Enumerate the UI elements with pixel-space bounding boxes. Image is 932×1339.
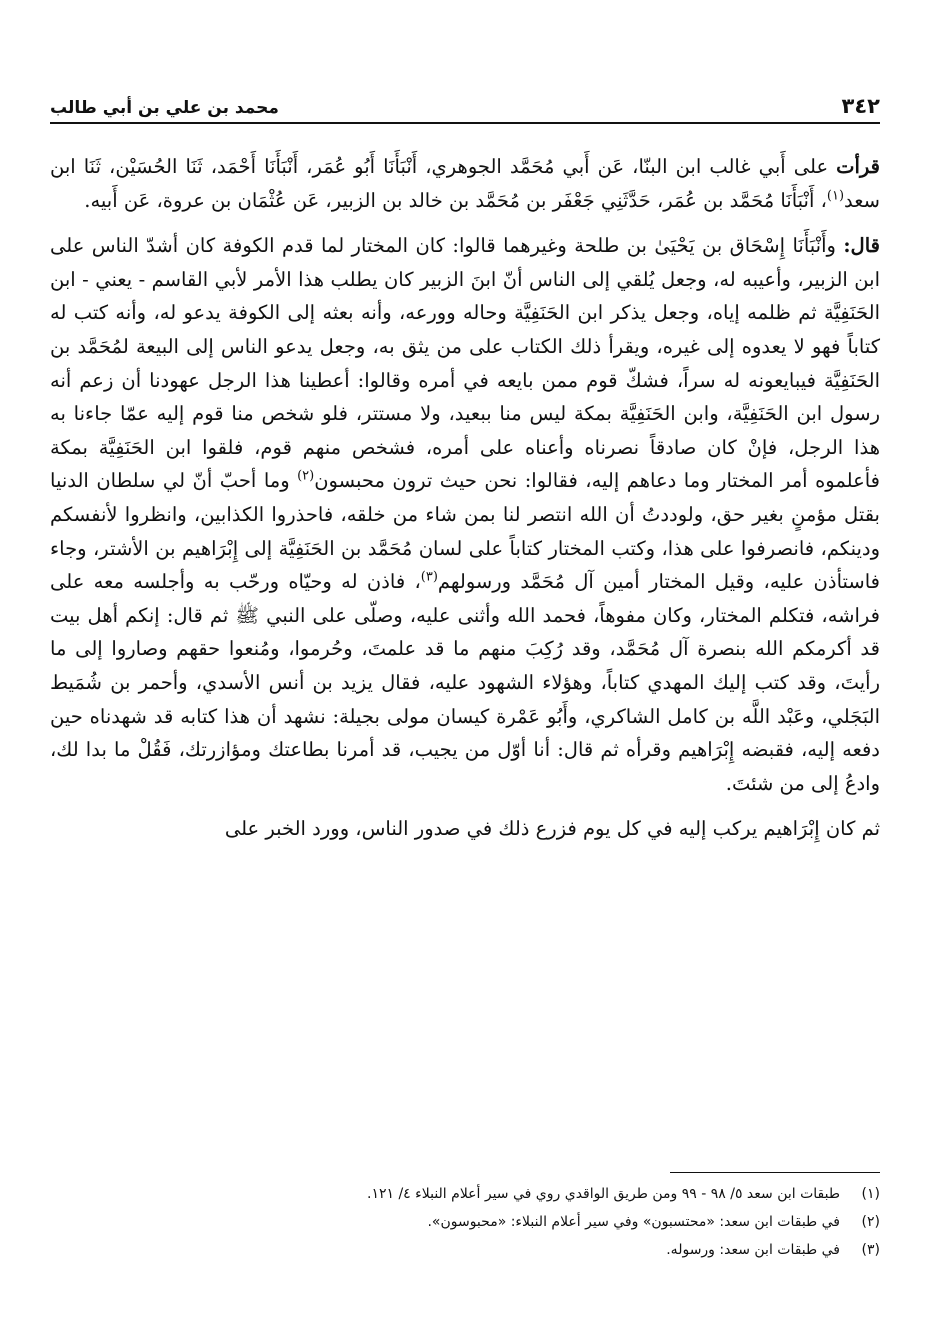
footnote-divider <box>670 1172 880 1173</box>
paragraph-text: ، فاذن له وحيّاه ورحّب به وأجلسه معه على فراشه، فتكلم المختار، وكان مفوهاً، فحمد الله وأثنى عليه، وصلّى على النبي ﷺ ثم قال: إنكم أهل بيت قد أكرمكم الله بنصرة آل مُحَمَّد، وقد رُكِبَ منهم ما قد علمتَ، وحُرموا، ومُنعوا حقهم وصاروا إلى ما رأيتَ، وقد كتب إليك المهدي كتاباً، وهؤلاء الشهود عليه، فقال يزيد بن أنس الأسدي، وأحمر بن شُمَيط البَجَلي، وعَبْد اللَّه بن كامل الشاكري، وأَبُو عَمْرة كيسان مولى بجيلة: نشهد أن هذا كتابه قد شهدناه حين دفعه إليه، فقبضه إِبْرَاهيم وقرأه ثم قال: أنا أوّل من يجيب، قد أمرنا بطاعتك ومؤازرتك، فَقُلْ ما بدا لك، وادعُ إلى من شئتَ. <box>50 570 880 795</box>
footnote-number: (٢) <box>861 1214 880 1230</box>
paragraph-lead: قرأت <box>836 155 880 178</box>
footnote-ref[interactable]: (٢) <box>297 468 315 484</box>
header-divider <box>50 122 880 124</box>
footnote-item <box>50 1180 880 1208</box>
paragraph-text: وما أحبّ أنّ لي سلطان الدنيا بقتل مؤمنٍ بغير حق، ولوددتُ أن الله انتصر لنا بمن شاء من خلقه، فاحذروا الكذابين، وانظروا لأنفسكم ودينكم، فانصرفوا على هذا، وكتب المختار كتاباً على لسان مُحَمَّد بن الحَنَفِيَّة إلى إِبْرَاهيم بن الأشتر، وجاء فاستأذن عليه، وقيل المختار أمين آل مُحَمَّد ورسولهم <box>50 469 880 594</box>
running-title: محمد بن علي بن أبي طالب <box>50 98 279 118</box>
footnote-text: في طبقات ابن سعد: ورسوله. <box>666 1242 840 1258</box>
page-number: ٣٤٢ <box>841 94 880 118</box>
paragraph-3 <box>50 812 880 846</box>
paragraph-text: ثم كان إِبْرَاهيم يركب إليه في كل يوم فزرع ذلك في صدور الناس، وورد الخبر على <box>224 817 880 841</box>
footnote-number: (١) <box>861 1186 880 1202</box>
page-header <box>50 84 880 118</box>
paragraph-2 <box>50 229 880 800</box>
paragraph-text: على أَبي غالب ابن البنّا، عَن أَبي مُحَمَّد الجوهري، أَنْبَأَنَا أَبُو عُمَر، أَنْبَأَنَا أَحْمَد، ثَنَا الحُسَيْن، ثَنَا ابن سعد <box>50 155 880 212</box>
footnote-text: طبقات ابن سعد ٥/ ٩٨ - ٩٩ ومن طريق الواقدي روي في سير أعلام النبلاء ٤/ ١٢١. <box>366 1186 840 1202</box>
main-text <box>50 150 880 846</box>
footnote-ref[interactable]: (١) <box>826 188 845 204</box>
footnote-ref[interactable]: (٣) <box>420 569 438 585</box>
paragraph-lead: قال: <box>843 234 880 258</box>
paragraph-text: وأَنْبَأَنَا إِسْحَاق بن يَحْيَىٰ بن طلحة وغيرهما قالوا: كان المختار لما قدم الكوفة كان أشدّ الناس على ابن الزبير، وأعيبه له، وجعل يُلقي إلى الناس أنّ ابنَ الزبير كان يطلب هذا الأمر لأبي القاسم - يعني - ابن الحَنَفِيَّة ثم ظلمه إياه، وجعل يذكر ابن الحَنَفِيَّة وحاله وورعه، وأنه بعثه إلى الكوفة يدعو له، وأنه كتب له كتاباً فهو لا يعدوه إلى غيره، ويقرأ ذلك الكتاب على من يثق به، وجعل يدعو الناس إلى البيعة لمُحَمَّد بن الحَنَفِيَّة فيبايعونه له سراً، فشكّ قوم ممن بايعه في أمره وقالوا: أعطينا هذا الرجل عهودنا أن زعم أنه رسول ابن الحَنَفِيَّة، وابن الحَنَفِيَّة بمكة ليس منا ببعيد، ولا مستتر، فلو شخص منا قوم إليه عمّا جاءنا به هذا الرجل، فإنْ كان صادقاً نصرناه وأعناه على أمره، فشخص منهم قوم، فلقوا ابن الحَنَفِيَّة بمكة فأعلموه أمر المختار وما دعاهم إليه، فقالوا: نحن حيث ترون محبسون <box>50 234 880 493</box>
paragraph-1 <box>50 150 880 217</box>
footnote-text: في طبقات ابن سعد: «محتسبون» وفي سير أعلام النبلاء: «محبوسون». <box>427 1214 840 1230</box>
paragraph-gap <box>50 217 880 229</box>
footnote-item <box>50 1236 880 1264</box>
footnotes <box>50 1180 880 1264</box>
paragraph-text: ، أَنْبَأَنَا مُحَمَّد بن عُمَر، حَدَّثَنِي جَعْفَر بن مُحَمَّد بن خالد بن الزبير، عَن عُثْمَان بن عروة، عَن أَبيه. <box>84 188 827 212</box>
footnote-number: (٣) <box>861 1242 880 1258</box>
paragraph-gap <box>50 800 880 812</box>
footnote-item <box>50 1208 880 1236</box>
